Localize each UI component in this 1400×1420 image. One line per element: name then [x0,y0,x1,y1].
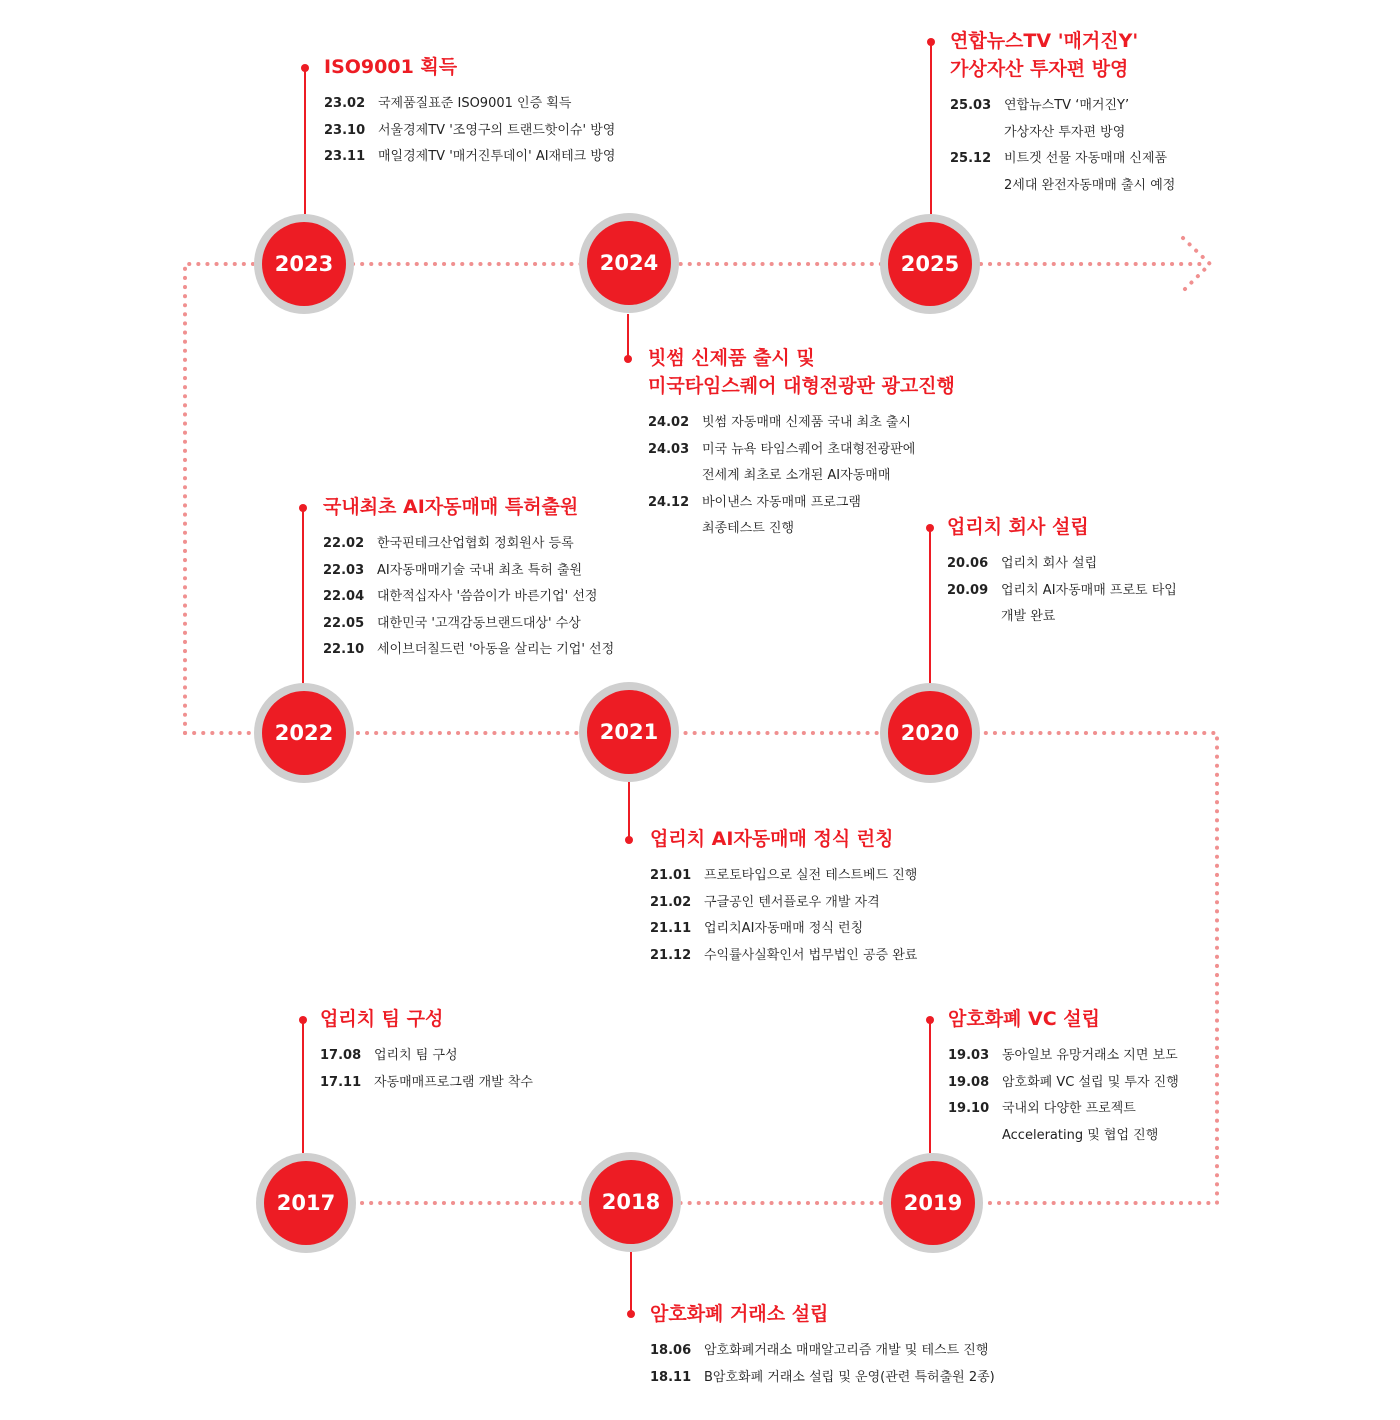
year-node-2024 [579,213,679,313]
event-item [648,490,955,517]
event-title [320,1005,533,1033]
event-item [323,611,614,638]
event-2023 [324,53,615,171]
event-desc: 세이브더칠드런 '아동을 살리는 기업' 선정 [377,642,615,657]
connector-2017 [302,1020,304,1153]
event-date: 22.10 [323,642,365,657]
event-date: 21.02 [650,894,692,910]
year-node-2021 [579,682,679,782]
event-date: 21.01 [650,868,692,883]
event-title [324,53,615,81]
event-item [323,584,614,611]
event-item [948,1123,1179,1150]
event-items [650,863,917,969]
event-title-line: 업리치 회사 설립 [947,516,1089,538]
event-2020 [947,513,1177,631]
connector-2020 [929,528,931,683]
event-item [323,558,614,585]
event-date: 19.08 [948,1074,990,1090]
event-item [947,551,1177,578]
event-desc: Accelerating 및 협업 진행 [1002,1127,1159,1143]
event-items [947,551,1177,631]
event-desc: 개발 완료 [1001,609,1056,624]
connector-dot-2023 [301,64,309,72]
event-desc: 비트겟 선물 자동매매 신제품 [1004,151,1168,166]
event-title-line: ISO9001 획득 [324,56,458,78]
connector-dot-2018 [627,1310,635,1318]
event-desc: 최종테스트 진행 [702,521,795,536]
year-label: 2022 [262,691,346,775]
event-date: 20.06 [947,556,989,571]
event-desc: 빗썸 자동매매 신제품 국내 최초 출시 [702,415,912,430]
event-date: 20.09 [947,582,989,598]
event-date: 17.08 [320,1048,362,1063]
event-date: 17.11 [320,1074,362,1090]
event-items [948,1043,1179,1149]
event-desc: 국내외 다양한 프로젝트 [1002,1101,1136,1116]
event-items [650,1338,995,1391]
event-date: 22.05 [323,615,365,631]
connector-2023 [304,68,306,214]
event-date: 24.02 [648,415,690,430]
year-label: 2017 [264,1161,348,1245]
event-date: 22.04 [323,589,365,604]
event-date: 25.03 [950,98,992,113]
year-node-2018 [581,1152,681,1252]
year-label: 2019 [891,1161,975,1245]
event-item [950,93,1175,120]
event-title [323,493,614,521]
event-title-line: 암호화폐 거래소 설립 [650,1303,829,1325]
event-date: 22.03 [323,562,365,578]
event-desc: 암호화폐거래소 매매알고리즘 개발 및 테스트 진행 [704,1343,989,1358]
connector-dot-2022 [299,504,307,512]
connector-dot-2025 [927,38,935,46]
event-2025 [950,27,1175,199]
event-item [323,531,614,558]
event-date [948,1123,1002,1150]
event-2022 [323,493,614,664]
event-items [323,531,614,664]
event-item [948,1096,1179,1123]
event-desc: 대한민국 '고객감동브랜드대상' 수상 [377,615,581,631]
event-date: 21.11 [650,921,692,936]
event-date [648,463,702,490]
connector-dot-2019 [926,1016,934,1024]
event-item [650,890,917,917]
event-desc: 대한적십자사 '씀씀이가 바른기업' 선정 [377,589,598,604]
event-desc: 서울경제TV '조영구의 트랜드핫이슈' 방영 [378,122,616,138]
event-title-line: 국내최초 AI자동매매 특허출원 [323,496,579,518]
event-item [947,604,1177,631]
event-date [947,604,1001,631]
event-item [320,1043,533,1070]
event-desc: 매일경제TV '매거진투데이' AI재테크 방영 [378,149,616,164]
event-desc: AI자동매매기술 국내 최초 특허 출원 [377,562,583,578]
event-date: 19.03 [948,1048,990,1063]
event-desc: 프로토타입으로 실전 테스트베드 진행 [704,868,918,883]
connector-dot-2017 [299,1016,307,1024]
connector-dot-2024 [624,355,632,363]
event-date: 18.06 [650,1343,692,1358]
event-desc: 구글공인 텐서플로우 개발 자격 [704,894,880,910]
event-desc: 업리치 회사 설립 [1001,556,1098,571]
event-date: 23.11 [324,149,366,164]
event-item [648,463,955,490]
event-items [320,1043,533,1096]
connector-2018 [630,1252,632,1314]
event-title [648,344,955,400]
event-2017 [320,1005,533,1096]
event-desc: 한국핀테크산업협회 정회원사 등록 [377,536,574,551]
event-date [648,516,702,543]
event-title-line: 연합뉴스TV '매거진Y' [950,30,1139,52]
event-desc: 연합뉴스TV ‘매거진Y’ [1004,98,1130,113]
connector-dot-2021 [625,836,633,844]
event-desc: 수익률사실확인서 법무법인 공증 완료 [704,947,918,963]
year-node-2017 [256,1153,356,1253]
event-item [947,578,1177,605]
event-item [950,173,1175,200]
event-desc: 2세대 완전자동매매 출시 예정 [1004,177,1176,193]
event-desc: 국제품질표준 ISO9001 인증 획득 [378,96,572,111]
event-item [650,1338,995,1365]
year-label: 2021 [587,690,671,774]
event-date [950,120,1004,147]
event-item [324,144,615,171]
event-desc: 업리치AI자동매매 정식 런칭 [704,921,864,936]
event-2021 [650,825,917,969]
event-date: 24.12 [648,494,690,510]
event-title-line: 업리치 팀 구성 [320,1008,444,1030]
event-title [950,27,1175,83]
event-date: 18.11 [650,1369,692,1385]
event-desc: 업리치 AI자동매매 프로토 타입 [1001,582,1177,598]
event-desc: 미국 뉴욕 타임스퀘어 초대형전광판에 [702,441,916,457]
event-desc: 자동매매프로그램 개발 착수 [374,1074,533,1090]
event-title-line: 가상자산 투자편 방영 [950,58,1129,80]
event-desc: 바이낸스 자동매매 프로그램 [702,494,861,510]
year-node-2025 [880,214,980,314]
event-item [650,863,917,890]
event-desc: 가상자산 투자편 방영 [1004,124,1126,140]
year-node-2020 [880,683,980,783]
event-desc: 동아일보 유망거래소 지면 보도 [1002,1048,1178,1063]
event-title-line: 빗썸 신제품 출시 및 [648,347,815,369]
event-date: 22.02 [323,536,365,551]
year-node-2023 [254,214,354,314]
event-date [950,173,1004,200]
event-item [324,118,615,145]
event-item [648,437,955,464]
event-item [950,120,1175,147]
year-label: 2023 [262,222,346,306]
year-label: 2024 [587,221,671,305]
event-title [650,1300,995,1328]
event-item [650,916,917,943]
connector-2021 [628,782,630,840]
connector-2024 [627,314,629,359]
event-2024 [648,344,955,543]
event-item [320,1070,533,1097]
year-label: 2020 [888,691,972,775]
event-title [650,825,917,853]
event-date: 25.12 [950,151,992,166]
year-label: 2025 [888,222,972,306]
year-node-2022 [254,683,354,783]
event-item [648,516,955,543]
event-item [650,943,917,970]
event-title-line: 미국타임스퀘어 대형전광판 광고진행 [648,375,955,397]
event-item [324,91,615,118]
event-title-line: 업리치 AI자동매매 정식 런칭 [650,828,894,850]
event-date: 23.10 [324,122,366,138]
event-item [950,146,1175,173]
event-items [324,91,615,171]
event-desc: B암호화폐 거래소 설립 및 운영(관련 특허출원 2종) [704,1369,995,1385]
event-desc: 업리치 팀 구성 [374,1048,458,1063]
event-title [948,1005,1179,1033]
connector-2022 [302,508,304,683]
event-title [947,513,1177,541]
arrow-head [1183,238,1210,291]
event-date: 23.02 [324,96,366,111]
year-label: 2018 [589,1160,673,1244]
event-item [948,1070,1179,1097]
event-date: 19.10 [948,1101,990,1116]
event-date: 24.03 [648,441,690,457]
event-date: 21.12 [650,947,692,963]
event-item [648,410,955,437]
event-2018 [650,1300,995,1391]
event-item [323,637,614,664]
event-desc: 암호화폐 VC 설립 및 투자 진행 [1002,1074,1179,1090]
event-desc: 전세계 최초로 소개된 AI자동매매 [702,468,891,483]
connector-2019 [929,1020,931,1153]
event-items [648,410,955,543]
connector-2025 [930,42,932,214]
event-2019 [948,1005,1179,1149]
event-items [950,93,1175,199]
event-item [650,1365,995,1392]
event-title-line: 암호화폐 VC 설립 [948,1008,1101,1030]
event-item [948,1043,1179,1070]
year-node-2019 [883,1153,983,1253]
